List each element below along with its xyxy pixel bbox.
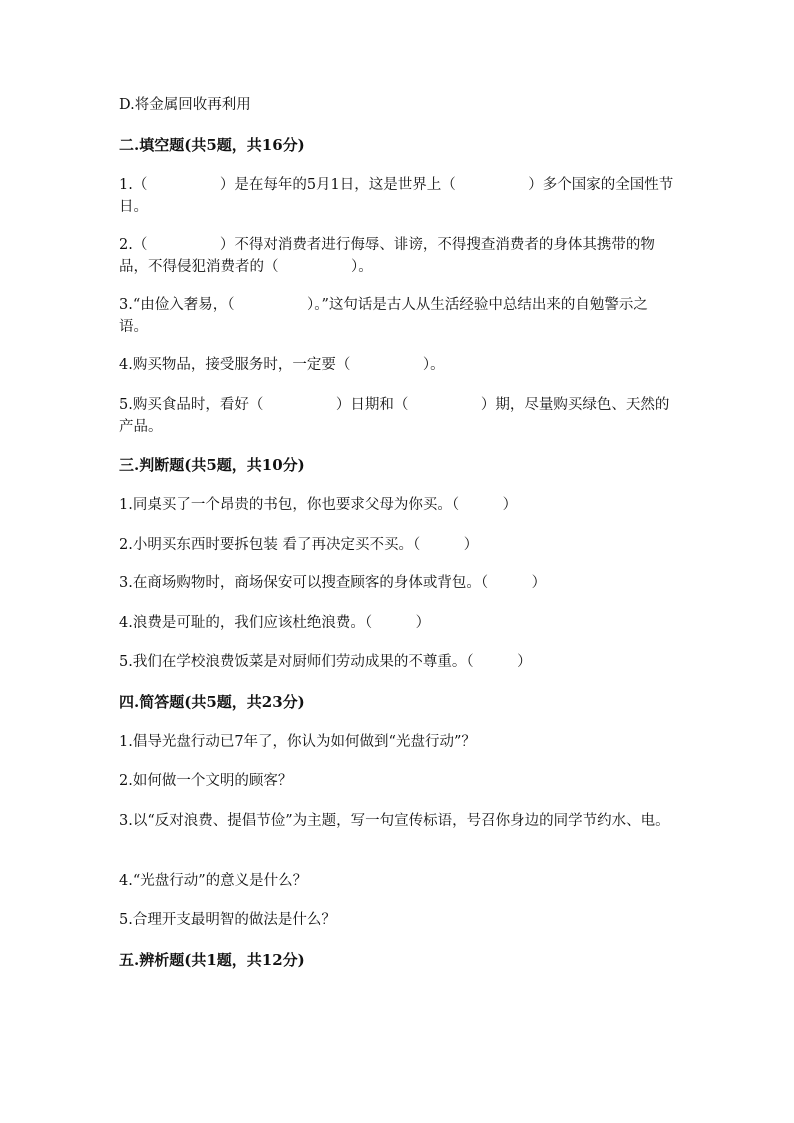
true-false-question-4: 4.浪费是可耻的，我们应该杜绝浪费。（ ）: [119, 615, 431, 631]
section-title-short-answer: 四.简答题(共5题，共23分): [119, 693, 305, 711]
fill-blank-question-5: 5.购买食品时，看好（ ）日期和（ ）期，尽量购买绿色、天然的产品。: [119, 397, 670, 435]
short-answer-question-5: 5.合理开支最明智的做法是什么？: [119, 912, 336, 928]
fill-blank-question-1: 1.（ ）是在每年的5月1日，这是世界上（ ）多个国家的全国性节日。: [119, 177, 674, 215]
fill-blank-question-4: 4.购买物品，接受服务时，一定要（ ）。: [119, 357, 445, 373]
short-answer-question-4: 4.“光盘行动”的意义是什么？: [119, 873, 308, 889]
section-title-true-false: 三.判断题(共5题，共10分): [119, 456, 305, 474]
fill-blank-question-2: 2.（ ）不得对消费者进行侮辱、诽谤，不得搜查消费者的身体其携带的物品，不得侵犯消费者的（ ）。: [119, 237, 655, 275]
short-answer-question-2: 2.如何做一个文明的顾客？: [119, 773, 293, 789]
true-false-question-5: 5.我们在学校浪费饭菜是对厨师们劳动成果的不尊重。（ ）: [119, 654, 532, 670]
previous-option-d: D.将金属回收再利用: [119, 97, 251, 113]
fill-blank-question-3: 3.“由俭入奢易，（ ）。”这句话是古人从生活经验中总结出来的自勉警示之语。: [119, 297, 648, 335]
true-false-question-3: 3.在商场购物时，商场保安可以搜查顾客的身体或背包。（ ）: [119, 575, 547, 591]
short-answer-question-1: 1.倡导光盘行动已7年了，你认为如何做到“光盘行动”？: [119, 734, 476, 750]
true-false-question-2: 2.小明买东西时要拆包装 看了再决定买不买。（ ）: [119, 537, 479, 553]
true-false-question-1: 1.同桌买了一个昂贵的书包，你也要求父母为你买。（ ）: [119, 497, 518, 513]
section-title-analysis: 五.辨析题(共1题，共12分): [119, 951, 305, 969]
short-answer-question-3: 3.以“反对浪费、提倡节俭”为主题，写一句宣传标语，号召你身边的同学节约水、电。: [119, 813, 670, 829]
section-title-fill-blank: 二.填空题(共5题，共16分): [119, 136, 305, 154]
